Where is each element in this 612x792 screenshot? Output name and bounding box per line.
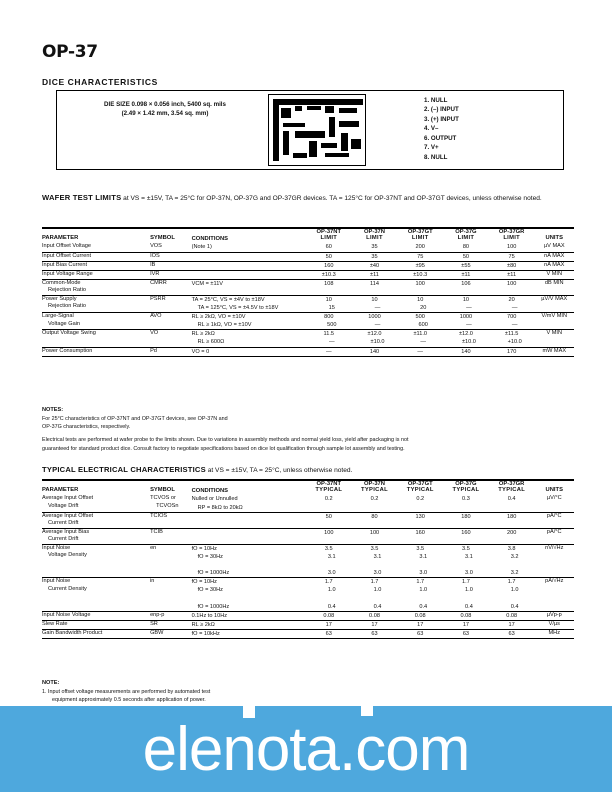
- wafer-test-limits-title: WAFER TEST LIMITS: [42, 193, 122, 202]
- cell-value: 1.7 1.0 0.4: [443, 578, 489, 611]
- cell-parameter: Slew Rate: [42, 620, 150, 629]
- cell-symbol: en: [150, 544, 192, 577]
- cell-value: 0.08: [352, 611, 398, 620]
- cell-value: 10 20: [397, 295, 443, 312]
- table-row: [42, 629, 574, 638]
- cell-parameter: Large-Signal Voltage Gain: [42, 313, 150, 330]
- table-row: [42, 620, 574, 629]
- cell-parameter: Input Voltage Range: [42, 270, 150, 279]
- cell-parameter: Average Input Offset Current Drift: [42, 512, 150, 528]
- cell-value: 0.08: [306, 611, 352, 620]
- cell-units: µV/°C: [535, 495, 574, 512]
- cell-value: 130: [397, 512, 443, 528]
- typical-characteristics-intro: [42, 464, 574, 477]
- cell-units: nA MAX: [535, 261, 574, 270]
- cell-parameter: Average Input Offset Voltage Drift: [42, 495, 150, 512]
- table-row: [42, 330, 574, 347]
- cell-value: 800 500: [306, 313, 352, 330]
- cell-conditions: [192, 528, 306, 544]
- page-title: OP-37: [42, 42, 98, 62]
- column-header-limit: LIMIT: [503, 235, 520, 241]
- wafer-test-limits-intro: [42, 192, 574, 205]
- cell-value: 63: [352, 629, 398, 638]
- column-header-limit: TYPICAL: [498, 487, 526, 493]
- cell-parameter: Input Noise Voltage Density: [42, 544, 150, 577]
- table-row: [42, 528, 574, 544]
- cell-conditions: [192, 252, 306, 261]
- cell-parameter: Average Input Bias Current Drift: [42, 528, 150, 544]
- cell-value: ±95: [397, 261, 443, 270]
- cell-value: 180: [443, 512, 489, 528]
- cell-value: 114: [352, 279, 398, 295]
- cell-value: 10 —: [352, 295, 398, 312]
- column-header-units: UNITS: [545, 487, 563, 493]
- cell-parameter: Gain Bandwidth Product: [42, 629, 150, 638]
- cell-value: 3.5 3.1 3.0: [443, 544, 489, 577]
- column-header-limit: LIMIT: [411, 235, 429, 241]
- cell-parameter: Input Noise Current Density: [42, 578, 150, 611]
- cell-value: 35: [352, 252, 398, 261]
- cell-value: 1.7 1.0 0.4: [352, 578, 398, 611]
- watermark-text: elenota.com: [142, 714, 470, 784]
- cell-parameter: Input Offset Current: [42, 252, 150, 261]
- cell-units: pA/°C: [535, 528, 574, 544]
- typical-characteristics-table: [42, 481, 574, 639]
- cell-value: 100: [306, 528, 352, 544]
- cell-value: ±11: [352, 270, 398, 279]
- typical-table-notes: [42, 679, 574, 704]
- column-header-symbol: SYMBOL: [150, 235, 175, 241]
- cell-value: ±55: [443, 261, 489, 270]
- cell-conditions: [192, 261, 306, 270]
- cell-units: V/µs: [535, 620, 574, 629]
- cell-symbol: IOS: [150, 252, 192, 261]
- cell-symbol: PSRR: [150, 295, 192, 312]
- column-header-limit: LIMIT: [457, 235, 475, 241]
- cell-value: 3.5 3.1 3.0: [306, 544, 352, 577]
- cell-parameter: Input Bias Current: [42, 261, 150, 270]
- column-header-limit: TYPICAL: [361, 487, 388, 493]
- column-header-limit: LIMIT: [320, 235, 338, 241]
- pin-item: 7. V+: [424, 144, 439, 152]
- cell-symbol: TCVOS or TCVOSn: [150, 495, 192, 512]
- die-size-label: [70, 100, 260, 119]
- column-header-limit: LIMIT: [366, 235, 383, 241]
- cell-units: µVp-p: [535, 611, 574, 620]
- note-line-2: equipment approximately 0.5 seconds after application of power.: [52, 697, 206, 704]
- table-row: [42, 252, 574, 261]
- cell-value: 0.08: [443, 611, 489, 620]
- cell-conditions: TA = 25°C, VS = ±4V to ±18V TA = 125°C, VS = ±4.5V to ±18V: [192, 295, 306, 312]
- cell-value: 60: [306, 243, 352, 252]
- cell-value: 160: [397, 528, 443, 544]
- cell-symbol: in: [150, 578, 192, 611]
- cell-value: 100: [397, 279, 443, 295]
- pin-item: 8. NULL: [424, 153, 448, 161]
- cell-value: 50: [443, 252, 489, 261]
- cell-value: ±11.0 —: [397, 330, 443, 347]
- cell-units: µV/V MAX: [535, 295, 574, 312]
- table-row: [42, 270, 574, 279]
- cell-value: 160: [306, 261, 352, 270]
- cell-value: 17: [352, 620, 398, 629]
- cell-conditions: RL ≥ 2kΩ RL ≥ 600Ω: [192, 330, 306, 347]
- cell-value: 17: [397, 620, 443, 629]
- cell-value: 0.08: [397, 611, 443, 620]
- cell-value: 50: [306, 252, 352, 261]
- cell-conditions: (Note 1): [192, 243, 306, 252]
- cell-value: ±12.0 ±10.0: [352, 330, 398, 347]
- column-header-units: UNITS: [545, 235, 563, 241]
- cell-value: 35: [352, 243, 398, 252]
- cell-value: 1.7 1.0 0.4: [306, 578, 352, 611]
- cell-units: nV/√Hz: [535, 544, 574, 577]
- cell-value: 63: [443, 629, 489, 638]
- column-header-device: OP-37G: [455, 229, 477, 235]
- cell-units: V MIN: [535, 330, 574, 347]
- cell-conditions: RL ≥ 2kΩ, VO = ±10V RL ≥ 1kΩ, VO = ±10V: [192, 313, 306, 330]
- column-header-device: OP-37NT: [316, 481, 342, 487]
- cell-value: 140: [352, 347, 398, 356]
- notes-paragraph-2: guaranteed for standard product dice. Consult factory to negotiate specifications based on dice lot qualification through sample lot assembly and testing.: [42, 445, 405, 452]
- cell-value: 80: [352, 512, 398, 528]
- cell-value: 10 —: [443, 295, 489, 312]
- cell-value: 3.5 3.1 3.0: [397, 544, 443, 577]
- column-header-limit: TYPICAL: [315, 487, 343, 493]
- cell-units: dB MIN: [535, 279, 574, 295]
- cell-value: ±11.5 +10.0: [489, 330, 535, 347]
- cell-units: pA/°C: [535, 512, 574, 528]
- cell-value: 100: [489, 279, 535, 295]
- cell-units: pA/√Hz: [535, 578, 574, 611]
- table-row: [42, 295, 574, 312]
- table-row: [42, 243, 574, 252]
- cell-value: 180: [489, 512, 535, 528]
- cell-units: MHz: [535, 629, 574, 638]
- column-header-limit: TYPICAL: [406, 487, 434, 493]
- table-row: [42, 578, 574, 611]
- cell-value: 1.7 1.0 0.4: [397, 578, 443, 611]
- cell-conditions: fO = 10Hz fO = 30Hz fO = 1000Hz: [192, 544, 306, 577]
- cell-symbol: SR: [150, 620, 192, 629]
- cell-value: 1000 —: [443, 313, 489, 330]
- column-header-device: OP-37GR: [498, 229, 525, 235]
- table-row: [42, 279, 574, 295]
- cell-value: 1000 —: [352, 313, 398, 330]
- cell-value: 11.5 —: [306, 330, 352, 347]
- cell-value: ±80: [489, 261, 535, 270]
- section-heading-dice-characteristics: DICE CHARACTERISTICS: [42, 77, 158, 87]
- table-row: [42, 347, 574, 356]
- cell-value: 63: [306, 629, 352, 638]
- cell-value: 100: [489, 243, 535, 252]
- cell-value: ±11: [489, 270, 535, 279]
- cell-units: µV MAX: [535, 243, 574, 252]
- cell-value: 500 600: [397, 313, 443, 330]
- cell-symbol: enp-p: [150, 611, 192, 620]
- cell-value: —: [306, 347, 352, 356]
- cell-symbol: Pd: [150, 347, 192, 356]
- pin-item: 6. OUTPUT: [424, 134, 457, 142]
- cell-value: 700 —: [489, 313, 535, 330]
- die-size-line-1: DIE SIZE 0.098 × 0.056 inch, 5400 sq. mils: [104, 101, 226, 108]
- cell-symbol: IVR: [150, 270, 192, 279]
- cell-symbol: TCIOS: [150, 512, 192, 528]
- cell-parameter: Power Supply Rejection Ratio: [42, 295, 150, 312]
- cell-conditions: 0.1Hz to 10Hz: [192, 611, 306, 620]
- cell-parameter: Input Offset Voltage: [42, 243, 150, 252]
- cell-value: 0.2: [306, 495, 352, 512]
- cell-value: 108: [306, 279, 352, 295]
- cell-value: 63: [397, 629, 443, 638]
- cell-value: 0.08: [489, 611, 535, 620]
- cell-value: 63: [489, 629, 535, 638]
- cell-symbol: VO: [150, 330, 192, 347]
- cell-value: 17: [306, 620, 352, 629]
- note-title: NOTE:: [42, 680, 60, 686]
- cell-symbol: GBW: [150, 629, 192, 638]
- column-header-symbol: SYMBOL: [150, 487, 175, 493]
- table-row: [42, 512, 574, 528]
- cell-value: ±11: [443, 270, 489, 279]
- cell-value: 100: [352, 528, 398, 544]
- cell-value: 160: [443, 528, 489, 544]
- cell-parameter: Power Consumption: [42, 347, 150, 356]
- cell-value: 200: [397, 243, 443, 252]
- wafer-test-limits-subtitle: at VS = ±15V, TA = 25°C for OP-37N, OP-37G and OP-37GR devices. TA = 125°C for OP-37NT and OP-37GT devices, unless otherwise noted.: [121, 195, 542, 202]
- cell-value: ±10.3: [397, 270, 443, 279]
- column-header-conditions: CONDITIONS: [191, 236, 229, 242]
- cell-value: 17: [489, 620, 535, 629]
- cell-parameter: Input Noise Voltage: [42, 611, 150, 620]
- cell-conditions: VCM = ±11V: [192, 279, 306, 295]
- table-header-labels: [42, 235, 574, 243]
- cell-value: 50: [306, 512, 352, 528]
- cell-value: 10 15: [306, 295, 352, 312]
- cell-conditions: fO = 10Hz fO = 30Hz fO = 1000Hz: [192, 578, 306, 611]
- column-header-device: OP-37GT: [407, 481, 433, 487]
- cell-value: 140: [443, 347, 489, 356]
- table-row: [42, 495, 574, 512]
- die-pin-list: [424, 96, 459, 162]
- column-header-device: OP-37N: [364, 481, 385, 487]
- cell-conditions: Nulled or Unnulled RP = 8kΩ to 20kΩ: [192, 495, 306, 512]
- notes-title: NOTES:: [42, 407, 64, 413]
- cell-value: 17: [443, 620, 489, 629]
- column-header-parameter: PARAMETER: [42, 487, 79, 493]
- cell-parameter: Output Voltage Swing: [42, 330, 150, 347]
- cell-parameter: Common-Mode Rejection Ratio: [42, 279, 150, 295]
- cell-units: nA MAX: [535, 252, 574, 261]
- table-row: [42, 544, 574, 577]
- wafer-table-notes: [42, 406, 574, 453]
- column-header-device: OP-37N: [364, 229, 385, 235]
- cell-conditions: fO = 10kHz: [192, 629, 306, 638]
- cell-value: 3.8 3.2 3.2: [489, 544, 535, 577]
- cell-value: 0.2: [352, 495, 398, 512]
- typical-characteristics-subtitle: at VS = ±15V, TA = 25°C, unless otherwise noted.: [205, 467, 353, 474]
- column-header-limit: TYPICAL: [452, 487, 480, 493]
- cell-symbol: VOS: [150, 243, 192, 252]
- cell-value: 75: [489, 252, 535, 261]
- die-photo-image: [268, 94, 366, 166]
- wafer-test-limits-table: [42, 229, 574, 357]
- cell-value: 106: [443, 279, 489, 295]
- table-header-labels: [42, 487, 574, 495]
- column-header-device: OP-37GT: [407, 229, 433, 235]
- pin-item: 4. V–: [424, 125, 439, 133]
- cell-symbol: IB: [150, 261, 192, 270]
- cell-units: V MIN: [535, 270, 574, 279]
- column-header-device: OP-37NT: [316, 229, 342, 235]
- cell-value: ±10.3: [306, 270, 352, 279]
- cell-value: ±40: [352, 261, 398, 270]
- cell-value: 200: [489, 528, 535, 544]
- cell-value: 0.3: [443, 495, 489, 512]
- cell-conditions: VO = 0: [192, 347, 306, 356]
- cell-conditions: RL ≥ 2kΩ: [192, 620, 306, 629]
- cell-value: ±12.0 ±10.0: [443, 330, 489, 347]
- cell-conditions: [192, 270, 306, 279]
- pin-item: 1. NULL: [424, 97, 448, 104]
- cell-value: 0.2: [397, 495, 443, 512]
- cell-units: mW MAX: [535, 347, 574, 356]
- column-header-device: OP-37GR: [498, 481, 525, 487]
- cell-value: 75: [397, 252, 443, 261]
- cell-value: 0.4: [489, 495, 535, 512]
- cell-value: 20 —: [489, 295, 535, 312]
- cell-conditions: [192, 512, 306, 528]
- notes-paragraph-1: Electrical tests are performed at wafer probe to the limits shown. Due to variations in assembly methods and normal yield loss, yield after packaging is not: [42, 437, 409, 444]
- cell-value: 3.5 3.1 3.0: [352, 544, 398, 577]
- cell-symbol: TCIB: [150, 528, 192, 544]
- cell-value: 1.7 1.0 0.4: [489, 578, 535, 611]
- column-header-parameter: PARAMETER: [42, 235, 79, 241]
- table-row: [42, 313, 574, 330]
- column-header-device: OP-37G: [455, 481, 477, 487]
- cell-value: 80: [443, 243, 489, 252]
- table-row: [42, 261, 574, 270]
- notes-line-1: For 25°C characteristics of OP-37NT and OP-37GT devices, see OP-37N and: [42, 415, 228, 422]
- typical-characteristics-title: TYPICAL ELECTRICAL CHARACTERISTICS: [42, 465, 206, 474]
- cell-symbol: CMRR: [150, 279, 192, 295]
- cell-value: —: [397, 347, 443, 356]
- note-line-1: 1. Input offset voltage measurements are performed by automated test: [42, 688, 211, 695]
- table-row: [42, 611, 574, 620]
- pin-item: 3. (+) INPUT: [424, 115, 459, 123]
- pin-item: 2. (–) INPUT: [424, 106, 459, 114]
- die-size-line-2: (2.49 × 1.42 mm, 3.54 sq. mm): [121, 110, 209, 118]
- cell-symbol: AVO: [150, 313, 192, 330]
- cell-units: V/mV MIN: [535, 313, 574, 330]
- notes-line-2: OP-37G characteristics, respectively.: [42, 424, 131, 431]
- column-header-conditions: CONDITIONS: [191, 488, 229, 494]
- cell-value: 170: [489, 347, 535, 356]
